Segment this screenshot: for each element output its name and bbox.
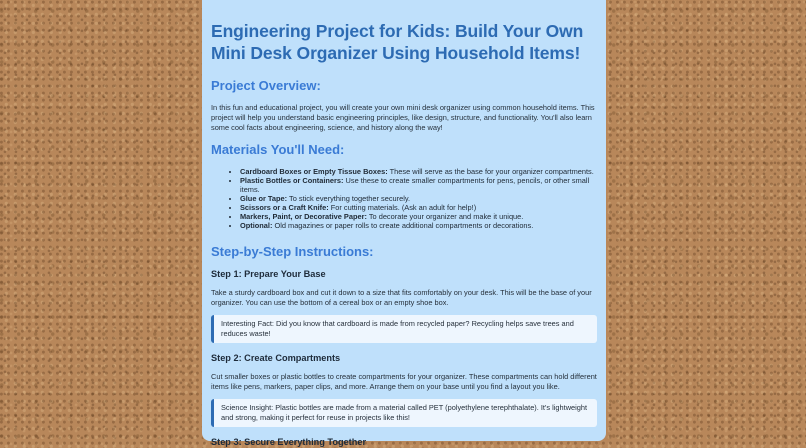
step-3-title: Step 3: Secure Everything Together (211, 437, 367, 447)
list-item (240, 167, 597, 176)
list-item (240, 212, 597, 221)
callout-text: Science Insight: Plastic bottles are made from a material called PET (polyethylene terephthalate). It's lightweight and strong, making it perfect for reuse in projects like this! (221, 403, 588, 422)
list-item (240, 194, 597, 203)
list-item (240, 203, 597, 212)
document-card (202, 0, 606, 447)
step-2-text: Cut smaller boxes or plastic bottles to create compartments for your organizer. These compartments can hold different items like pens, markers, paper clips, and more. Arrange them on your base until you find a layout you like. (211, 372, 597, 391)
materials-heading: Materials You'll Need: (211, 142, 345, 157)
overview-heading: Project Overview: (211, 78, 321, 93)
step-2-callout (211, 399, 597, 427)
list-item (240, 176, 597, 194)
instructions-heading: Step-by-Step Instructions: (211, 244, 374, 259)
step-2-title: Step 2: Create Compartments (211, 353, 341, 363)
material-desc: Use these to create smaller compartments for pens, pencils, or other small items. (240, 176, 590, 194)
material-name: Scissors or a Craft Knife: (240, 203, 329, 212)
material-name: Cardboard Boxes or Empty Tissue Boxes: (240, 167, 388, 176)
material-name: Plastic Bottles or Containers: (240, 176, 344, 185)
step-1-callout (211, 315, 597, 343)
material-name: Glue or Tape: (240, 194, 288, 203)
material-desc: For cutting materials. (Ask an adult for help!) (328, 203, 477, 212)
callout-text: Interesting Fact: Did you know that cardboard is made from recycled paper? Recycling helps save trees and reduces waste! (221, 319, 574, 338)
materials-list (211, 167, 597, 230)
overview-text: In this fun and educational project, you will create your own mini desk organizer using common household items. This project will help you understand basic engineering principles, like design, structure, and functionality. You'll also learn some cool facts about engineering, science, and history along the way! (211, 103, 595, 132)
material-desc: Old magazines or paper rolls to create additional compartments or decorations. (272, 221, 534, 230)
material-name: Optional: (240, 221, 273, 230)
material-desc: To stick everything together securely. (287, 194, 411, 203)
page-title: Engineering Project for Kids: Build Your Own Mini Desk Organizer Using Household Items! (211, 21, 584, 63)
material-desc: To decorate your organizer and make it unique. (366, 212, 524, 221)
step-1-text: Take a sturdy cardboard box and cut it down to a size that fits comfortably on your desk. This will be the base of your organizer. You can use the bottom of a cereal box or an empty shoe box. (211, 288, 592, 307)
material-name: Markers, Paint, or Decorative Paper: (240, 212, 367, 221)
material-desc: These will serve as the base for your organizer compartments. (387, 167, 594, 176)
list-item (240, 221, 597, 230)
step-1-title: Step 1: Prepare Your Base (211, 269, 326, 279)
